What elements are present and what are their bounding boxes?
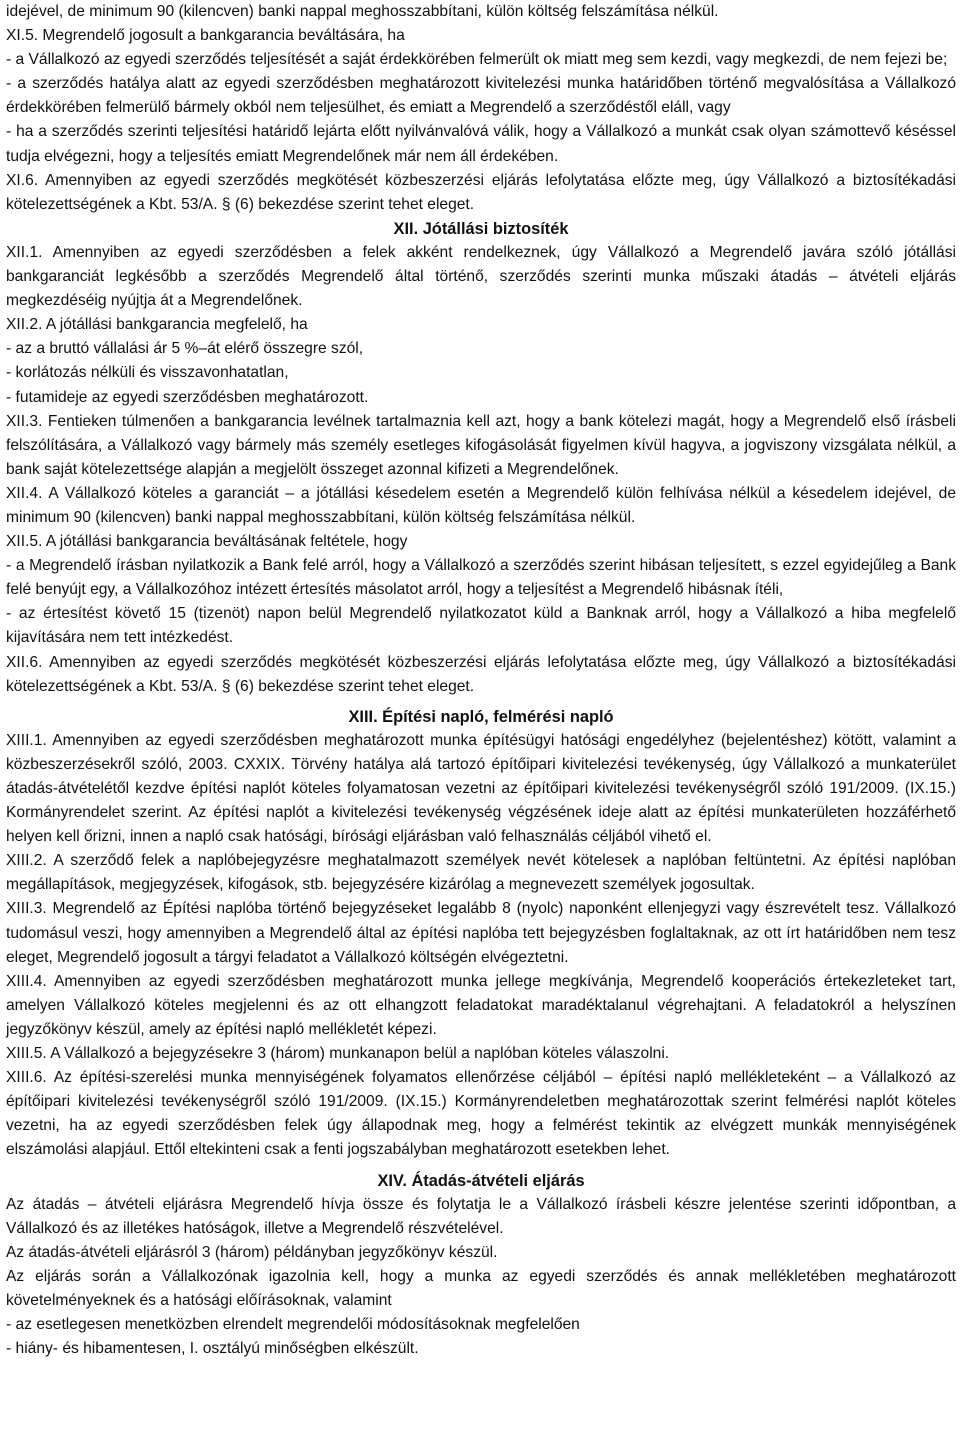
section-heading-xiii: XIII. Építési napló, felmérési napló — [348, 707, 614, 726]
list-item: - az esetlegesen menetközben elrendelt megrendelői módosításoknak megfelelően — [6, 1316, 580, 1334]
list-item: - a Megrendelő írásban nyilatkozik a Bank felé arról, hogy a Vállalkozó a szerződés szerint hibásan teljesített, s ezzel egyidejűleg a Bank felé benyújt egy, a Vállalkozóhoz intézett értesítés másolatot arról, hogy a teljesítést a Megrendelő hibásnak ítéli, — [6, 557, 956, 599]
paragraph: XII.6. Amennyiben az egyedi szerződés megkötését közbeszerzési eljárás lefolytatása előzte meg, úgy Vállalkozó a biztosítékadási kötelezettségének a Kbt. 53/A. § (6) bekezdése szerint tehet eleget. — [6, 653, 956, 695]
paragraph: idejével, de minimum 90 (kilencven) banki nappal meghosszabbítani, külön költség felszámítása nélkül. — [6, 3, 719, 20]
paragraph: - ha a szerződés szerinti teljesítési határidő lejárta előtt nyilvánvalóvá válik, hogy a Vállalkozó a munkát csak olyan számottevő késéssel tudja elvégezni, hogy a teljesítés emiatt Megrendelőnek már nem áll érdekében. — [6, 123, 956, 165]
paragraph: XII.3. Fentieken túlmenően a bankgarancia levélnek tartalmaznia kell azt, hogy a bank kötelezi magát, hogy a Megrendelő első írásbeli felszólítására, a Vállalkozó vagy bármely más személy esetleges kifogásolását figyelmen kívül hagyva, a jogviszony vizsgálata nélkül, a bank saját kötelezettsége alapján a megjelölt összeget azonnal kifizeti a Megrendelőnek. — [6, 412, 956, 478]
list-item: - hiány- és hibamentesen, I. osztályú minőségben elkészült. — [6, 1340, 419, 1358]
paragraph: Az átadás – átvételi eljárásra Megrendelő hívja össze és folytatja le a Vállalkozó írásbeli készre jelentése szerinti időpontban, a Vállalkozó és az illetékes hatóságok, illetve a Megrendelő részvételével. — [6, 1195, 956, 1237]
paragraph: XIII.2. A szerződő felek a naplóbejegyzésre meghatalmazott személyek nevét kötelesek a naplóban feltüntetni. Az építési naplóban megállapítások, megjegyzések, kifogások, stb. bejegyzésére kizárólag a megnevezett személyek jogosultak. — [6, 852, 956, 894]
paragraph: Az átadás-átvételi eljárásról 3 (három) példányban jegyzőkönyv készül. — [6, 1243, 498, 1261]
paragraph: - a szerződés hatálya alatt az egyedi szerződésben meghatározott kivitelezési munka határidőben történő megvalósítása a Vállalkozó érdekkörében felmerülő bármely okból nem teljesülhet, és emiatt a Megrendelő a szerződéstől eláll, vagy — [6, 75, 956, 117]
paragraph: XI.5. Megrendelő jogosult a bankgarancia beváltására, ha — [6, 27, 405, 45]
paragraph: Az eljárás során a Vállalkozónak igazolnia kell, hogy a munka az egyedi szerződés és annak mellékletében meghatározott követelményeknek és a hatósági előírásoknak, valamint — [6, 1267, 956, 1309]
paragraph: XIII.4. Amennyiben az egyedi szerződésben meghatározott munka jellege megkívánja, Megrendelő kooperációs értekezleteket tart, amelyen Vállalkozó köteles megjelenni és az ott elhangzott feladatokat maradéktalanul végrehajtani. A feladatokról a helyszínen jegyzőkönyv készül, amely az építési napló mellékletét képezi. — [6, 972, 956, 1038]
paragraph: XII.5. A jótállási bankgarancia beváltásának feltétele, hogy — [6, 533, 408, 551]
paragraph: XII.1. Amennyiben az egyedi szerződésben a felek akként rendelkeznek, úgy Vállalkozó a Megrendelő javára szóló jótállási bankgaranciát legkésőbb a szerződés Megrendelő által történő, szerződés szerinti munka műszaki átadás – átvételi eljárás megkezdéséig nyújtja át a Megrendelőnek. — [6, 243, 956, 310]
paragraph: XIII.1. Amennyiben az egyedi szerződésben meghatározott munka építésügyi hatósági engedélyhez (bejelentéshez) kötött, valamint a közbeszerzésekről szóló, 2003. CXXIX. Törvény hatálya alá tartozó építőipari kivitelezési tevékenység, úgy Vállalkozó a munkaterület átadás-átvételétől kezdve építési naplót köteles folyamatosan vezetni az építőipari kivitelezési tevékenységről szóló 191/2009. (IX.15.) Kormányrendelet szerint. Az építési naplót a kivitelezési tevékenység végzésének ideje alatt az építési munkaterületen hozzáférhető helyen kell őrizni, innen a napló csak hatósági, bírósági eljárásban való felhasználás céljából vihető el. — [6, 731, 956, 846]
list-item: - korlátozás nélküli és visszavonhatatlan, — [6, 364, 289, 382]
list-item: - futamideje az egyedi szerződésben meghatározott. — [6, 388, 369, 406]
list-item: - az a bruttó vállalási ár 5 %–át elérő összegre szól, — [6, 340, 364, 358]
paragraph: XIII.5. A Vállalkozó a bejegyzésekre 3 (három) munkanapon belül a naplóban köteles válaszolni. — [6, 1045, 670, 1063]
document-page — [6, 0, 956, 1361]
section-heading-xiv: XIV. Átadás-átvételi eljárás — [377, 1171, 585, 1190]
section-heading-xii: XII. Jótállási biztosíték — [393, 219, 569, 238]
paragraph: XII.4. A Vállalkozó köteles a garanciát – a jótállási késedelem esetén a Megrendelő külön felhívása nélkül a késedelem idejével, de minimum 90 (kilencven) banki nappal meghosszabbítani, külön költség felszámítása nélkül. — [6, 484, 956, 526]
paragraph: XI.6. Amennyiben az egyedi szerződés megkötését közbeszerzési eljárás lefolytatása előzte meg, úgy Vállalkozó a biztosítékadási kötelezettségének a Kbt. 53/A. § (6) bekezdése szerint tehet eleget. — [6, 171, 956, 213]
list-item: - az értesítést követő 15 (tizenöt) napon belül Megrendelő nyilatkozatot küld a Banknak arról, hogy a Vállalkozó a hiba megfelelő kijavítására nem tett intézkedést. — [6, 605, 956, 647]
paragraph: XII.2. A jótállási bankgarancia megfelelő, ha — [6, 316, 308, 334]
paragraph: XIII.3. Megrendelő az Építési naplóba történő bejegyzéseket legalább 8 (nyolc) naponként ellenjegyzi vagy észrevételt tesz. Vállalkozó tudomásul veszi, hogy amennyiben a Megrendelő által az építési naplóba tett bejegyzésben foglaltaknak, az ott írt határidőben nem tesz eleget, Megrendelő jogosult a tárgyi feladatot a Vállalkozó költségén elvégeztetni. — [6, 900, 956, 966]
paragraph: XIII.6. Az építési-szerelési munka mennyiségének folyamatos ellenőrzése céljából – építési napló mellékleteként – a Vállalkozó az építőipari kivitelezési tevékenységről szóló 191/2009. (IX.15.) Kormányrendeletben meghatározottak szerint felmérési naplót köteles vezetni, ha az egyedi szerződésben felek úgy állapodnak meg, hogy a felmérést tekintik az elvégzett munkák mennyiségének elszámolási alapjául. Ettől eltekinteni csak a fenti jogszabályban meghatározott esetekben lehet. — [6, 1069, 956, 1159]
paragraph: - a Vállalkozó az egyedi szerződés teljesítését a saját érdekkörében felmerült ok miatt meg sem kezdi, vagy megkezdi, de nem fejezi be; — [6, 51, 948, 69]
